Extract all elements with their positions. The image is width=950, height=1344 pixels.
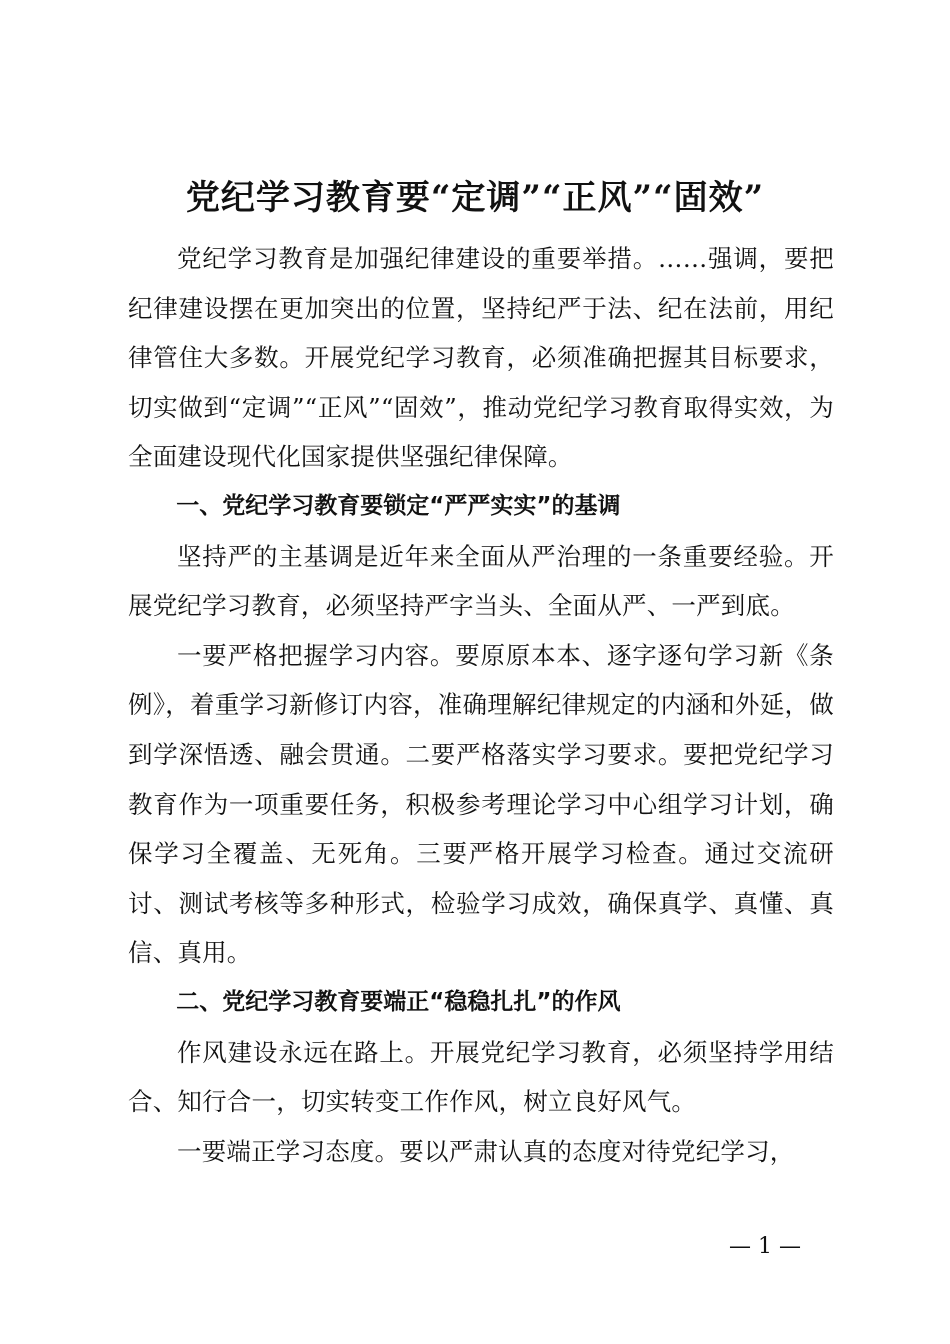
- section-2-heading: 二、党纪学习教育要端正“稳稳扎扎”的作风: [176, 988, 621, 1015]
- section-1-paragraph-2: 一要严格把握学习内容。要原原本本、逐字逐句学习新《条例》，着重学习新修订内容，准确理解纪律规定的内涵和外延，做到学深悟透、融会贯通。二要严格落实学习要求。要把党纪学习教育作为一项重要任务，积极参考理论学习中心组学习计划，确保学习全覆盖、无死角。三要严格开展学习检查。通过交流研讨、测试考核等多种形式，检验学习成效，确保真学、真懂、真信、真用。: [128, 640, 834, 968]
- page-number: — 1 —: [729, 1234, 801, 1259]
- section-1-paragraph-1: 坚持严的主基调是近年来全面从严治理的一条重要经验。开展党纪学习教育，必须坚持严字当头、全面从严、一严到底。: [128, 541, 834, 621]
- section-2-paragraph-1: 作风建设永远在路上。开展党纪学习教育，必须坚持学用结合、知行合一，切实转变工作作风，树立良好风气。: [128, 1037, 834, 1117]
- document-title: 党纪学习教育要“定调”“正风”“固效”: [185, 178, 765, 218]
- section-1-heading: 一、党纪学习教育要锁定“严严实实”的基调: [176, 492, 621, 519]
- intro-paragraph: 党纪学习教育是加强纪律建设的重要举措。……强调，要把纪律建设摆在更加突出的位置，坚持纪严于法、纪在法前，用纪律管住大多数。开展党纪学习教育，必须准确把握其目标要求，切实做到“定调”“正风”“固效”，推动党纪学习教育取得实效，为全面建设现代化国家提供坚强纪律保障。: [128, 244, 834, 472]
- document-body: [128, 234, 834, 1176]
- section-2-paragraph-2: 一要端正学习态度。要以严肃认真的态度对待党纪学习，: [177, 1136, 795, 1166]
